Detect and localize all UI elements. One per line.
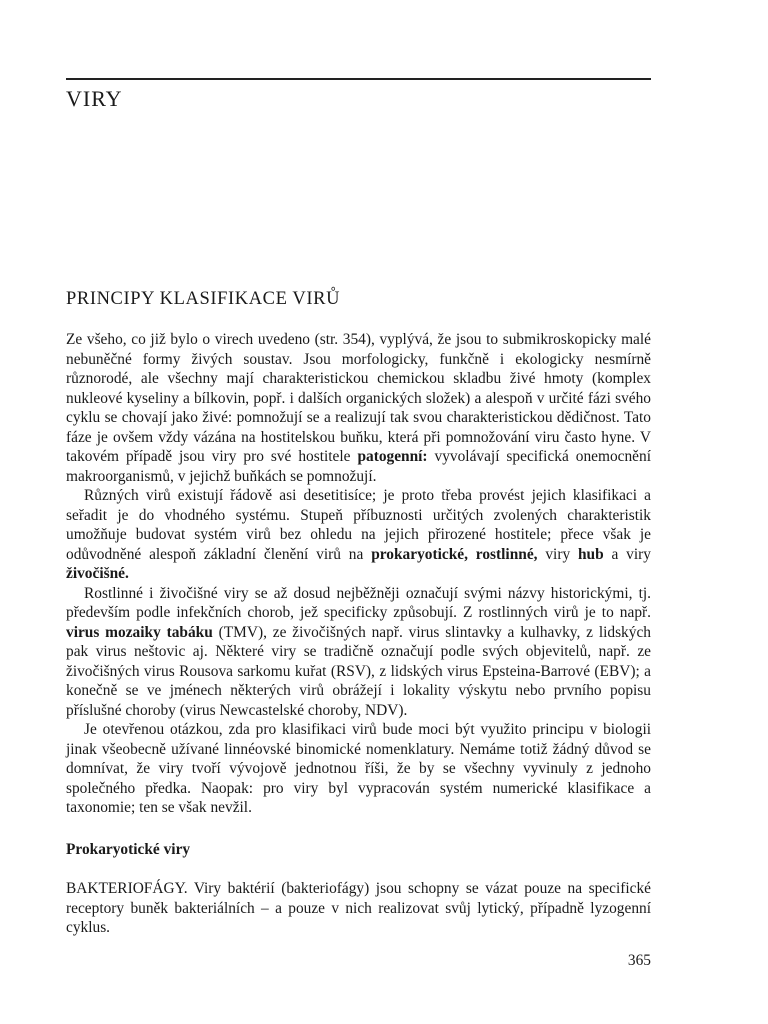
paragraph — [66, 330, 651, 486]
text-run: Rostlinné i živočišné viry se až dosud nejběžněji označují svými názvy historickými, tj. především podle infekčních chorob, jež specificky způsobují. Z rostlinných virů je to např. — [66, 584, 651, 621]
bold-term: patogenní: — [357, 448, 428, 465]
text-run: Je otevřenou otázkou, zda pro klasifikaci virů bude moci být využito principu v biologii jinak všeobecně užívané linnéovské binomické nomenklatury. Nemáme totiž žádný důvod se domnívat, že viry tvoří vývojově jednotnou říši, že by se všechny vyvinuly z jednoho společného předka. Naopak: pro viry byl vypracován systém numerické klasifikace a taxonomie; ten se však nevžil. — [66, 721, 651, 816]
text-run: Ze všeho, co již bylo o virech uvedeno (str. 354), vyplývá, že jsou to submikroskopicky malé nebuněčné formy živých soustav. Jsou morfologicky, funkčně i ekologicky nesmírně různorodé, ale všechny mají charakteristickou chemickou skladbu živé hmoty (komplex nukleové kyseliny a bílkovin, popř. i dalších organických složek) a alespoň v určité fázi svého cyklu se chovají jako živé: pomnožují se a realizují tak svou charakteristickou dědičnost. Tato fáze je ovšem vždy vázána na hostitelskou buňku, která při pomnožování viru často hyne. V takovém případě jsou viry pro své hostitele — [66, 331, 651, 465]
paragraph — [66, 584, 651, 721]
body-text — [66, 330, 651, 938]
text-run: (TMV), ze živočišných např. virus slintavky a kulhavky, z lidských pak virus neštovic aj. Některé viry se tradičně označují podle svých objevitelů, např. ze živočišných virus Rousova sarkomu kuřat (RSV), z lidských virus Epsteina-Barrové (EBV); a konečně se ve jménech některých virů obrážejí i lokality výskytu nebo prvního popisu příslušné choroby (virus Newcastelské choroby, NDV). — [66, 623, 651, 719]
subheading: Prokaryotické viry — [66, 840, 191, 858]
text-run: a viry — [603, 545, 651, 563]
text-run: vyvolávají specifická onemocnění makroorganismů, v jejichž buňkách se pomnožují. — [66, 448, 651, 485]
text-run: Různých virů existují řádově asi desetitisíce; je proto třeba provést jejich klasifikaci a seřadit je do vhodného systému. Stupeň příbuznosti určitých zvolených charakteristik umožňuje budovat systém virů bez ohledu na jejich přirozené hostitele; přece však je odůvodněné alespoň základní členění virů na — [66, 487, 651, 563]
paragraph: BAKTERIOFÁGY. Viry baktérií (bakteriofágy) jsou schopny se vázat pouze na specifické receptory buněk bakteriálních – a pouze v nich realizovat svůj lytický, případně lyzogenní cyklus. — [66, 880, 651, 936]
text-run: viry — [537, 545, 578, 563]
bold-term: prokaryotické, rostlinné, — [371, 545, 538, 563]
paragraph — [66, 720, 651, 818]
chapter-title: VIRY — [66, 86, 123, 111]
bold-term: virus mozaiky tabáku — [66, 623, 213, 641]
page-number: 365 — [627, 952, 651, 969]
bold-term: hub — [577, 545, 604, 563]
section-title: PRINCIPY KLASIFIKACE VIRŮ — [66, 289, 341, 309]
paragraph — [66, 486, 651, 584]
bold-term: živočišné. — [66, 565, 129, 582]
top-rule — [66, 78, 651, 80]
